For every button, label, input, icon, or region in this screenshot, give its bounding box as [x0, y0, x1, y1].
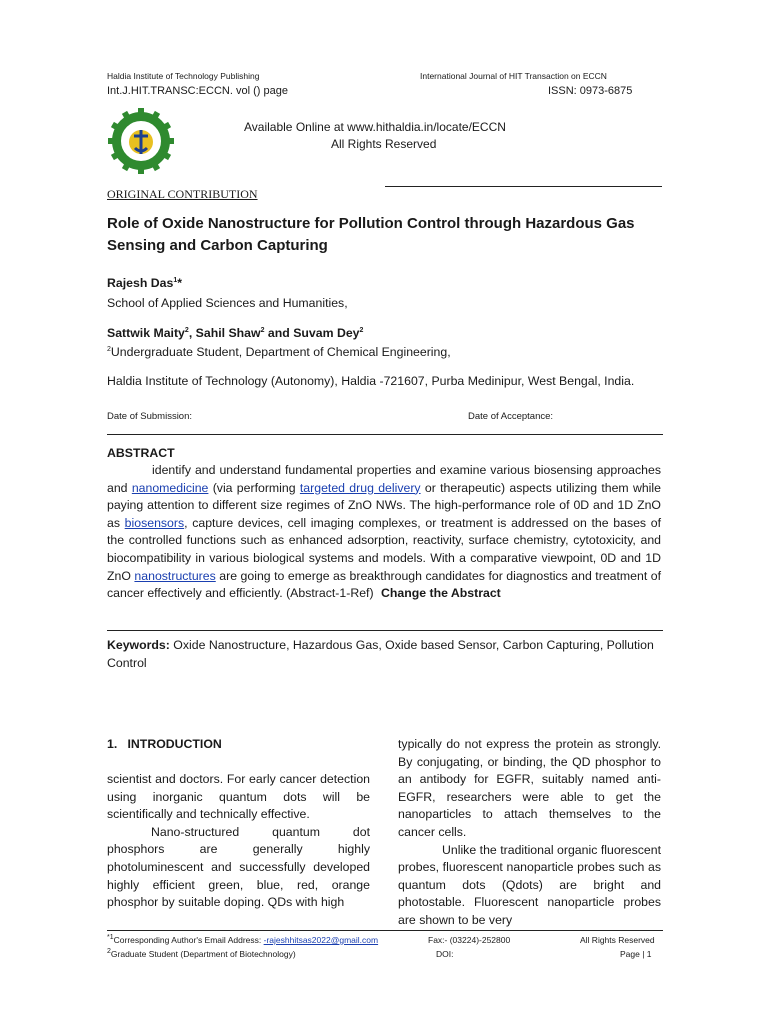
institute-address: Haldia Institute of Technology (Autonomy), Haldia -721607, Purba Medinipur, West Bengal, India. — [107, 374, 635, 388]
keywords-label: Keywords: — [107, 638, 170, 652]
affiliation-2-text: Undergraduate Student, Department of Chemical Engineering, — [110, 345, 451, 359]
keywords-text: Oxide Nanostructure, Hazardous Gas, Oxide based Sensor, Carbon Capturing, Pollution Control — [107, 638, 654, 670]
author-3-sup: 2 — [260, 326, 265, 334]
date-divider — [107, 434, 663, 435]
author-2-sup: 2 — [184, 326, 189, 334]
abstract-text-2: (via performing — [212, 480, 296, 495]
hit-logo-icon — [108, 108, 174, 174]
affiliation-2 — [107, 345, 451, 359]
footer-divider — [107, 930, 663, 931]
author-4: Suvam Dey — [293, 326, 360, 340]
abstract-text-3: or therapeutic) aspects utilizing them while paying attention to different size regimes of ZnO NWs. The high-performance role of 0D and 1D ZnO as — [107, 480, 661, 530]
first-author-star: * — [177, 276, 183, 290]
intro-paragraph-2: Nano-structured quantum dot phosphors are generally highly photoluminescent and successfully developed highly efficient green, blue, red, orange phosphor by suitable doping. QDs with high — [107, 824, 370, 910]
intro-paragraph-1: scientist and doctors. For early cancer detection using inorganic quantum dots will be scientifically and technically effective. — [107, 772, 370, 822]
rights-reserved: All Rights Reserved — [331, 137, 437, 151]
intro-paragraph-4: Unlike the traditional organic fluorescent probes, fluorescent nanoparticle probes such as quantum dots (Qdots) are bright and photostable. Fluorescent nanoparticle probes are shown to be very — [398, 842, 661, 927]
publisher-name: Haldia Institute of Technology Publishing — [107, 71, 260, 81]
first-author-name: Rajesh Das — [107, 276, 174, 290]
abstract-divider — [107, 630, 663, 631]
link-nanostructures[interactable]: nanostructures — [134, 568, 216, 583]
change-abstract-note: Change the Abstract — [380, 586, 501, 601]
footer-rights: All Rights Reserved — [580, 935, 655, 945]
footer-note-sup: 2 — [107, 948, 111, 956]
affiliation-2-sup: 2 — [107, 345, 111, 353]
page-number: Page | 1 — [620, 949, 652, 959]
footer-note — [107, 949, 296, 959]
online-availability: Available Online at www.hithaldia.in/locate/ECCN — [244, 120, 506, 134]
submission-date: Date of Submission: — [107, 411, 193, 422]
co-authors: Sattwik Maity$^2$, Sahil Shaw$^2$ and Suvam Dey$^2$ — [107, 326, 364, 340]
abstract-heading: ABSTRACT — [107, 446, 175, 460]
journal-name: International Journal of HIT Transaction on ECCN — [420, 71, 607, 81]
footer-doi: DOI: — [436, 949, 454, 959]
intro-paragraph-3: typically do not express the protein as strongly. By conjugating, or binding, the QD phosphor to an antibody for EGFR, suitably named anti-EGFR, researchers were able to get the nanoparticles to attach themselves to the cancer cells. — [398, 737, 661, 839]
right-column — [398, 736, 661, 930]
and-word: and — [267, 326, 290, 340]
issn: ISSN: 0973-6875 — [548, 85, 633, 97]
link-nanomedicine[interactable]: nanomedicine — [131, 480, 209, 495]
link-targeted-drug-delivery[interactable]: targeted drug delivery — [299, 480, 421, 495]
abstract-text-1: identify and understand fundamental properties and examine various biosensing approaches and — [107, 463, 661, 495]
abstract-text-5: are going to emerge as breakthrough candidates for diagnostics and treatment of cancer effectively and efficiently. (Abstract-1-Ref) — [107, 568, 661, 601]
footer-email-line — [107, 935, 378, 945]
acceptance-date: Date of Acceptance: — [468, 411, 554, 422]
author-email-link[interactable]: -rajeshhitsas2022@gmail.com — [263, 935, 379, 945]
left-column — [107, 771, 370, 912]
footer-email-sup: *1 — [107, 934, 114, 942]
paper-title: Role of Oxide Nanostructure for Pollution Control through Hazardous Gas Sensing and Carbon Capturing — [107, 215, 635, 254]
introduction-heading: 1. INTRODUCTION — [107, 737, 222, 751]
link-biosensors[interactable]: biosensors — [124, 515, 185, 530]
section-divider — [385, 186, 662, 187]
footer-fax: Fax:- (03224)-252800 — [428, 935, 511, 945]
author-2: Sattwik Maity — [107, 326, 185, 340]
first-author — [107, 276, 182, 290]
section-label: ORIGINAL CONTRIBUTION — [107, 187, 258, 201]
keywords — [107, 637, 663, 672]
affiliation-1: School of Applied Sciences and Humanities, — [107, 296, 348, 310]
journal-citation: Int.J.HIT.TRANSC:ECCN. vol () page — [107, 85, 288, 97]
first-author-sup: 1 — [173, 276, 178, 284]
footer-email-label: Corresponding Author's Email Address: — [113, 935, 262, 945]
abstract-text-4: , capture devices, cell imaging complexes, or treatment is addressed on the bases of the controlled functions such as enhanced adsorption, reactivity, surface chemistry, cytotoxicity, and biocompatibility in various biological systems and models. With a comparative viewpoint, 0D and 1D ZnO — [107, 515, 661, 583]
abstract-body — [107, 462, 661, 603]
footer-note-text: Graduate Student (Department of Biotechnology) — [110, 949, 296, 959]
author-4-sup: 2 — [359, 326, 364, 334]
author-3: Sahil Shaw — [195, 326, 261, 340]
